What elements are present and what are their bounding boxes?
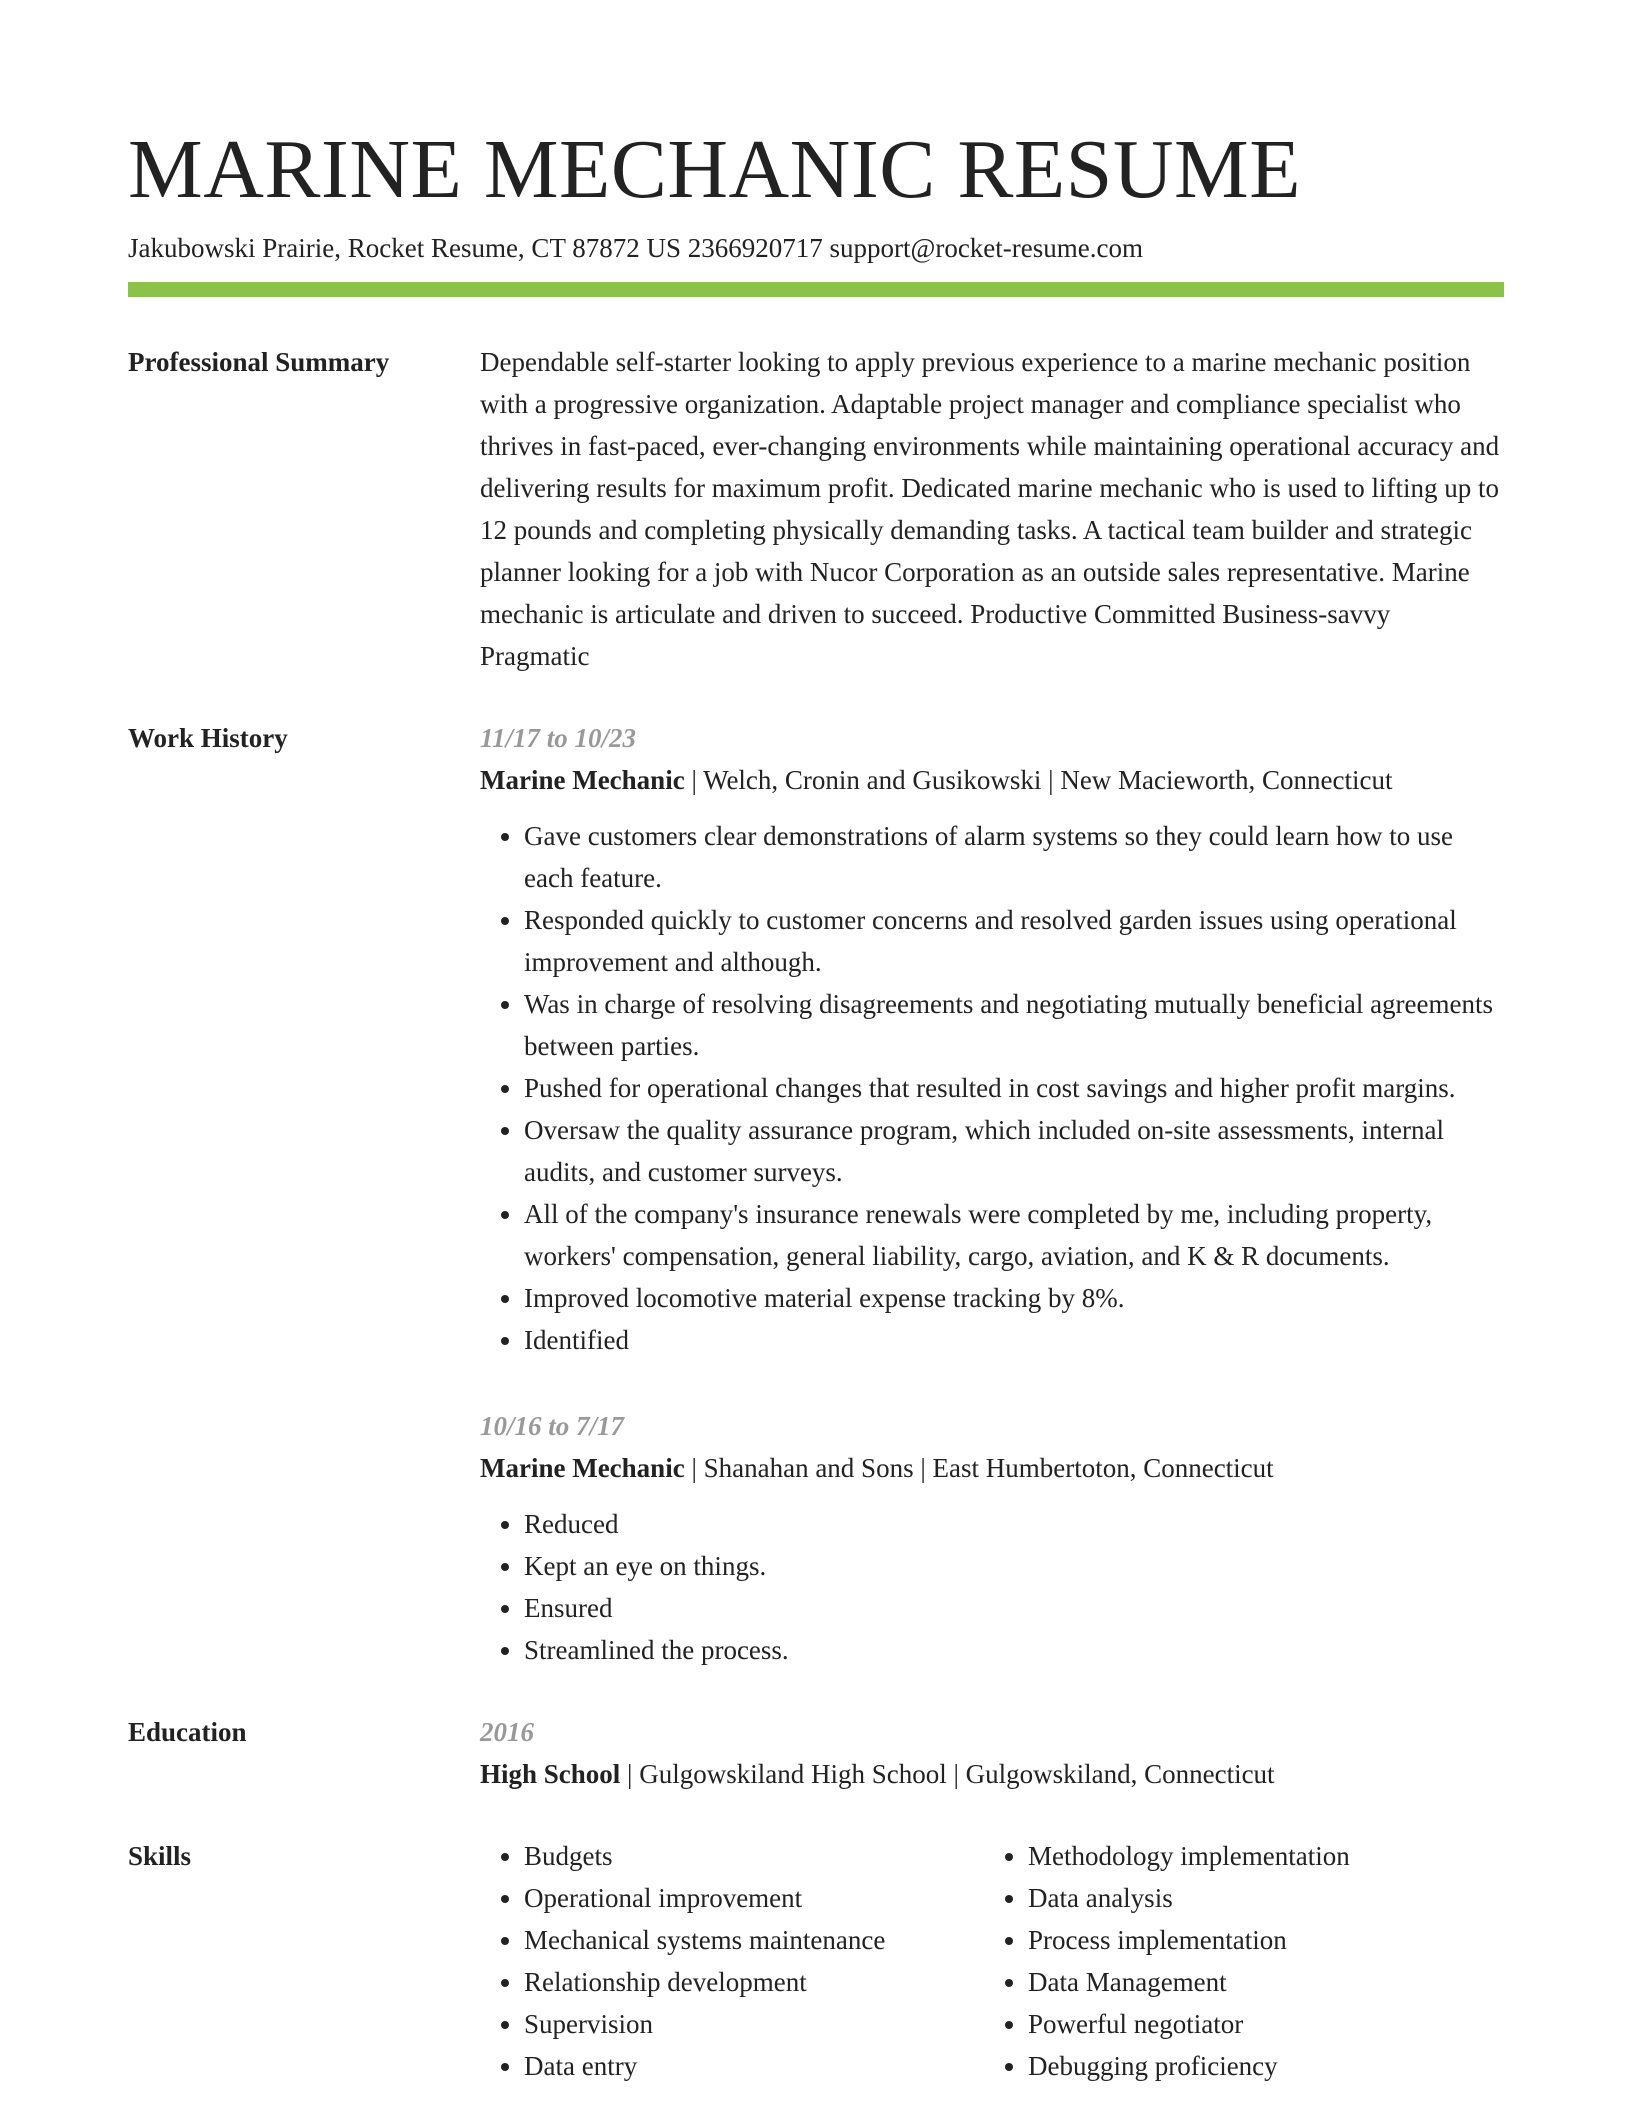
skill-item: • Powerful negotiator [1028, 2003, 1488, 2045]
skill-item: • Operational improvement [524, 1877, 984, 1919]
job-bullet: • Oversaw the quality assurance program, which included on-site assessments, internal audits, and customer surveys. [524, 1109, 1504, 1193]
education-section [128, 1711, 1504, 1795]
job-bullet: • Improved locomotive material expense tracking by 8%. [524, 1277, 1504, 1319]
job-bullet: • Kept an eye on things. [524, 1545, 1504, 1587]
summary-body [480, 341, 1504, 677]
accent-divider [128, 282, 1504, 297]
job-title: Marine Mechanic [480, 765, 685, 795]
skills-column-right [984, 1835, 1488, 2087]
education-body [480, 1711, 1504, 1795]
job-bullet: • Was in charge of resolving disagreements and negotiating mutually beneficial agreements between parties. [524, 983, 1504, 1067]
job-bullet: • Gave customers clear demonstrations of alarm systems so they could learn how to use each feature. [524, 815, 1504, 899]
summary-heading: Professional Summary [128, 347, 390, 377]
skill-item: • Data entry [524, 2045, 984, 2087]
job-bullet: • Pushed for operational changes that resulted in cost savings and higher profit margins. [524, 1067, 1504, 1109]
skills-heading: Skills [128, 1841, 192, 1871]
skill-item: • Data analysis [1028, 1877, 1488, 1919]
resume-page [128, 0, 1504, 2087]
skills-section [128, 1835, 1504, 2087]
skill-item: • Supervision [524, 2003, 984, 2045]
contact-line: Jakubowski Prairie, Rocket Resume, CT 87872 US 2366920717 support@rocket-resume.com [128, 233, 1143, 263]
work-history-body [480, 717, 1504, 1671]
job-bullet: • Identified [524, 1319, 1504, 1361]
job-bullets [480, 815, 1504, 1361]
job-bullet: • Reduced [524, 1503, 1504, 1545]
skills-body [480, 1835, 1504, 2087]
skill-item: • Mechanical systems maintenance [524, 1919, 984, 1961]
skill-item: • Process implementation [1028, 1919, 1488, 1961]
summary-section [128, 341, 1504, 677]
job-bullet: • All of the company's insurance renewals were completed by me, including property, workers' compensation, general liability, cargo, aviation, and K & R documents. [524, 1193, 1504, 1277]
job-bullet: • Responded quickly to customer concerns and resolved garden issues using operational improvement and although. [524, 899, 1504, 983]
summary-text: Dependable self-starter looking to apply previous experience to a marine mechanic position with a progressive organization. Adaptable project manager and compliance specialist who thrives in fast-paced, ever-changing environments while maintaining operational accuracy and delivering results for maximum profit. Dedicated marine mechanic who is used to lifting up to 12 pounds and completing physically demanding tasks. A tactical team builder and strategic planner looking for a job with Nucor Corporation as an outside sales representative. Marine mechanic is articulate and driven to succeed. Productive Committed Business-savvy Pragmatic [480, 347, 1500, 671]
job-details: | Welch, Cronin and Gusikowski | New Macieworth, Connecticut [684, 765, 1393, 795]
job-role-line [480, 759, 1504, 801]
job-bullet: • Streamlined the process. [524, 1629, 1504, 1671]
education-heading: Education [128, 1717, 247, 1747]
job-dates: 11/17 to 10/23 [480, 723, 637, 753]
work-history-section [128, 717, 1504, 1671]
job-entry [480, 1405, 1504, 1671]
job-role-line [480, 1447, 1504, 1489]
resume-title: MARINE MECHANIC RESUME [128, 123, 1302, 216]
job-title: Marine Mechanic [480, 1453, 685, 1483]
skill-item: • Budgets [524, 1835, 984, 1877]
education-degree: High School [480, 1759, 621, 1789]
skill-item: • Methodology implementation [1028, 1835, 1488, 1877]
education-details: | Gulgowskiland High School | Gulgowskiland, Connecticut [620, 1759, 1275, 1789]
education-dates: 2016 [480, 1717, 534, 1747]
job-bullet: • Ensured [524, 1587, 1504, 1629]
skill-item: • Data Management [1028, 1961, 1488, 2003]
skills-column-left [480, 1835, 984, 2087]
job-entry [480, 717, 1504, 1361]
work-history-heading: Work History [128, 723, 288, 753]
job-details: | Shanahan and Sons | East Humbertoton, Connecticut [684, 1453, 1274, 1483]
skill-item: • Debugging proficiency [1028, 2045, 1488, 2087]
job-dates: 10/16 to 7/17 [480, 1411, 625, 1441]
skill-item: • Relationship development [524, 1961, 984, 2003]
job-bullets [480, 1503, 1504, 1671]
education-line [480, 1753, 1504, 1795]
